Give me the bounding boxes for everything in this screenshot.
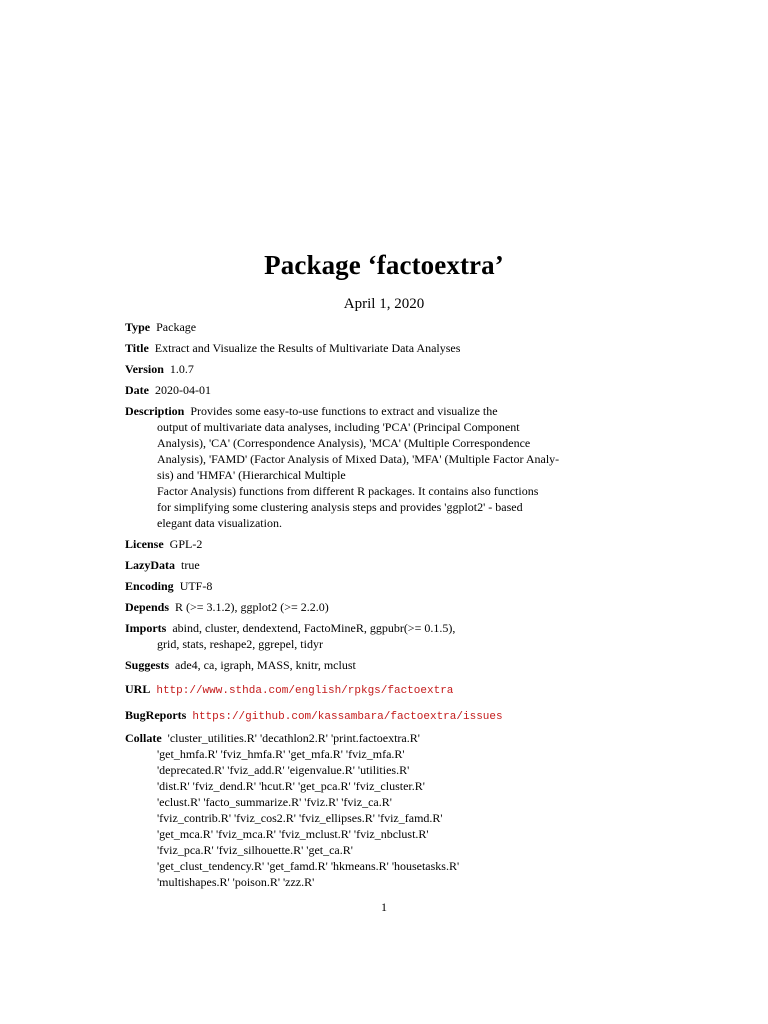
field-label-depends: Depends: [125, 600, 170, 614]
description-line: Analysis), 'FAMD' (Factor Analysis of Mixed Data), 'MFA' (Multiple Factor Analy-: [157, 452, 560, 466]
page-number: 1: [381, 900, 387, 914]
url-link[interactable]: http://www.sthda.com/english/rpkgs/factoextra: [156, 685, 454, 697]
field-label-encoding: Encoding: [125, 579, 174, 593]
collate-line: 'get_hmfa.R' 'fviz_hmfa.R' 'get_mfa.R' 'fviz_mfa.R': [157, 747, 405, 761]
field-version: [125, 361, 595, 377]
field-value-license: GPL-2: [169, 537, 203, 551]
description-line: output of multivariate data analyses, including 'PCA' (Principal Component: [157, 420, 520, 434]
field-label-bugreports: BugReports: [125, 708, 187, 722]
field-label-date: Date: [125, 383, 149, 397]
field-type: [125, 319, 595, 335]
field-bugreports: [125, 707, 595, 725]
field-label-suggests: Suggests: [125, 658, 170, 672]
collate-line: 'get_mca.R' 'fviz_mca.R' 'fviz_mclust.R' 'fviz_nbclust.R': [157, 827, 429, 841]
imports-line: grid, stats, reshape2, ggrepel, tidyr: [157, 637, 323, 651]
collate-line: 'fviz_pca.R' 'fviz_silhouette.R' 'get_ca.R': [157, 843, 353, 857]
field-label-url: URL: [125, 682, 151, 696]
field-label-description: Description: [125, 404, 185, 418]
field-label-imports: Imports: [125, 621, 167, 635]
package-date: April 1, 2020: [343, 296, 425, 312]
field-url: [125, 681, 595, 699]
collate-line: 'eclust.R' 'facto_summarize.R' 'fviz.R' 'fviz_ca.R': [157, 795, 392, 809]
field-value-imports: abind, cluster, dendextend, FactoMineR, ggpubr(>= 0.1.5),: [172, 621, 456, 635]
field-value-depends: R (>= 3.1.2), ggplot2 (>= 2.2.0): [175, 600, 329, 614]
field-value-collate: 'cluster_utilities.R' 'decathlon2.R' 'print.factoextra.R': [167, 731, 420, 745]
field-date: [125, 382, 595, 398]
field-lazydata: [125, 557, 595, 573]
field-value-version: 1.0.7: [169, 362, 194, 376]
collate-line: 'fviz_contrib.R' 'fviz_cos2.R' 'fviz_ellipses.R' 'fviz_famd.R': [157, 811, 443, 825]
field-label-title: Title: [125, 341, 149, 355]
field-title: [125, 340, 595, 356]
collate-line: 'deprecated.R' 'fviz_add.R' 'eigenvalue.R' 'utilities.R': [157, 763, 410, 777]
field-depends: [125, 599, 595, 615]
field-description: [125, 403, 595, 531]
collate-line: 'multishapes.R' 'poison.R' 'zzz.R': [157, 875, 315, 889]
field-value-date: 2020-04-01: [155, 383, 211, 397]
field-suggests: [125, 657, 595, 673]
description-line: for simplifying some clustering analysis steps and provides 'ggplot2' - based: [157, 500, 523, 514]
field-value-type: Package: [156, 320, 197, 334]
field-label-license: License: [125, 537, 164, 551]
field-collate: [125, 730, 595, 890]
field-value-encoding: UTF-8: [179, 579, 213, 593]
description-line: sis) and 'HMFA' (Hierarchical Multiple: [157, 468, 346, 482]
field-label-type: Type: [125, 320, 151, 334]
collate-line: 'get_clust_tendency.R' 'get_famd.R' 'hkmeans.R' 'housetasks.R': [157, 859, 460, 873]
field-label-lazydata: LazyData: [125, 558, 175, 572]
field-imports: [125, 620, 595, 652]
package-title: Package ‘factoextra’: [264, 250, 504, 280]
description-line: elegant data visualization.: [157, 516, 282, 530]
field-label-collate: Collate: [125, 731, 162, 745]
bugreports-link[interactable]: https://github.com/kassambara/factoextra/issues: [192, 711, 503, 723]
field-value-title: Extract and Visualize the Results of Multivariate Data Analyses: [154, 341, 461, 355]
collate-line: 'dist.R' 'fviz_dend.R' 'hcut.R' 'get_pca.R' 'fviz_cluster.R': [157, 779, 425, 793]
description-line: Analysis), 'CA' (Correspondence Analysis), 'MCA' (Multiple Correspondence: [157, 436, 531, 450]
field-value-suggests: ade4, ca, igraph, MASS, knitr, mclust: [175, 658, 356, 672]
field-license: [125, 536, 595, 552]
field-list: [125, 319, 595, 890]
field-label-version: Version: [125, 362, 164, 376]
field-value-lazydata: true: [181, 558, 200, 572]
field-value-description: Provides some easy-to-use functions to extract and visualize the: [190, 404, 498, 418]
field-encoding: [125, 578, 595, 594]
description-line: Factor Analysis) functions from different R packages. It contains also functions: [157, 484, 539, 498]
